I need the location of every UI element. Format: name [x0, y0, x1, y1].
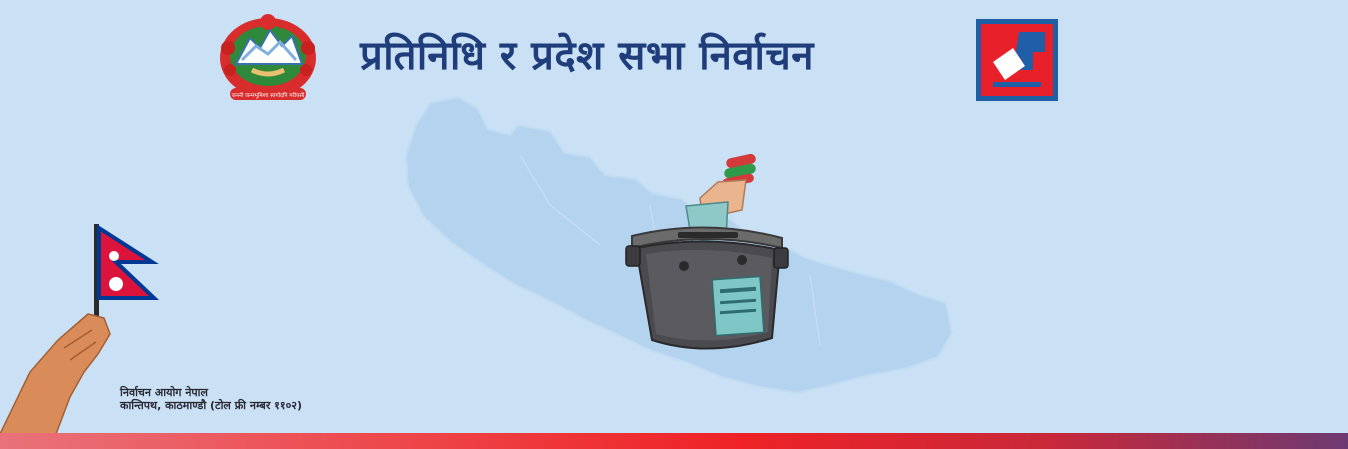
- org-address: कान्तिपथ, काठमाण्डौ (टोल फ्री नम्बर ११०२): [120, 399, 303, 412]
- org-name: निर्वाचन आयोग नेपाल: [120, 386, 208, 399]
- election-commission-logo-icon: [975, 18, 1059, 102]
- page-title: प्रतिनिधि र प्रदेश सभा निर्वाचन: [360, 33, 814, 79]
- bottom-color-bar: [0, 433, 1348, 449]
- footer-address-block: [120, 386, 302, 412]
- ballot-box-icon: [622, 148, 792, 353]
- emblem-motto: जननी जन्मभूमिश्च स्वर्गादपि गरीयसी: [231, 93, 305, 99]
- nepal-emblem-icon: [212, 8, 324, 106]
